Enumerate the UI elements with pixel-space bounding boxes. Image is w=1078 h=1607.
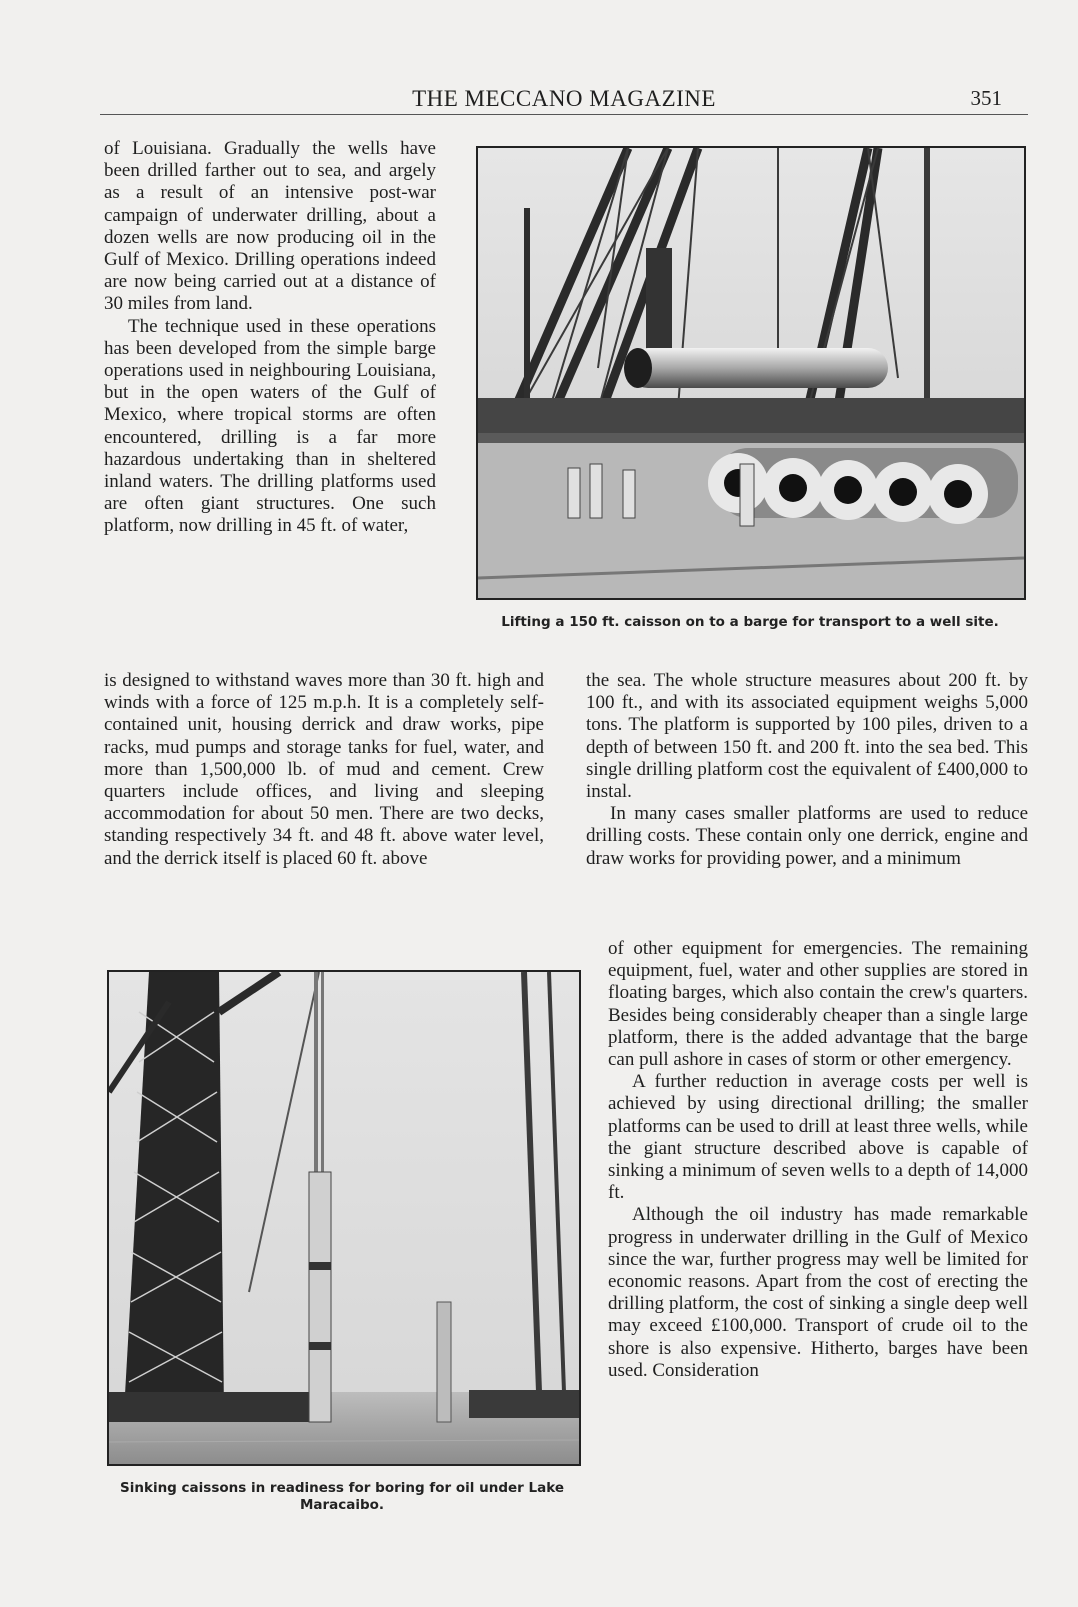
paragraph: the sea. The whole structure measures about 200 ft. by 100 ft., and with its associated equipment weighs 5,000 tons. The platform is supported by 100 piles, driven to a depth of between 150 ft. and 200 ft. into the sea bed. This single drilling platform cost the equivalent of £400,000 to instal. <box>586 670 1028 803</box>
caisson-lifting-photo <box>476 146 1026 600</box>
article-column-bottom-right <box>608 938 1028 1382</box>
paragraph: In many cases smaller platforms are used to reduce drilling costs. These contain only one derrick, engine and draw works for providing power, and a minimum <box>586 803 1028 869</box>
lake-caissons-illustration <box>109 972 579 1464</box>
paragraph: A further reduction in average costs per well is achieved by using directional drilling; the smaller platforms can be used to drill at least three wells, while the giant structure described above is capable of sinking a minimum of seven wells to a depth of 14,000 ft. <box>608 1071 1028 1204</box>
paragraph: is designed to withstand waves more than 30 ft. high and winds with a force of 125 m.p.h. It is a completely self-contained unit, housing derrick and draw works, pipe racks, mud pumps and storage tanks for fuel, water, and more than 1,500,000 lb. of mud and cement. Crew quarters include offices, and living and sleeping accommodation for about 50 men. There are two decks, standing respectively 34 ft. and 48 ft. above water level, and the derrick itself is placed 60 ft. above <box>104 670 544 869</box>
bottom-photo-caption: Sinking caissons in readiness for boring for oil under Lake Maracaibo. <box>120 1480 564 1513</box>
paragraph: Although the oil industry has made remarkable progress in underwater drilling in the Gulf of Mexico since the war, further progress may well be limited for economic reasons. Apart from the cost of erecting the drilling platform, the cost of sinking a single deep well may exceed £100,000. Transport of crude oil to the shore is also expensive. Hitherto, barges have been used. Consideration <box>608 1204 1028 1381</box>
paragraph: The technique used in these operations has been developed from the simple barge operations used in neighbouring Louisiana, but in the open waters of the Gulf of Mexico, where tropical storms are often encountered, drilling is a far more hazardous undertaking than in sheltered inland waters. The drilling platforms used are often giant structures. One such platform, now drilling in 45 ft. of water, <box>104 315 436 537</box>
lake-caissons-photo <box>107 970 581 1466</box>
page-number: 351 <box>970 86 1002 110</box>
caisson-lifting-illustration <box>478 148 1024 598</box>
article-column-middle-right <box>586 670 1028 870</box>
paragraph: of Louisiana. Gradually the wells have been drilled farther out to sea, and argely as a result of an intensive post-war campaign of underwater drilling, about a dozen wells are now producing oil in the Gulf of Mexico. Drilling operations indeed are now being carried out at a distance of 30 miles from land. <box>104 138 436 315</box>
paragraph: of other equipment for emergencies. The remaining equipment, fuel, water and other supplies are stored in floating barges, which also contain the crew's quarters. Besides being considerably cheaper than a single large platform, there is the added advantage that the barge can pull ashore in cases of storm or other emergency. <box>608 938 1028 1071</box>
magazine-title: THE MECCANO MAGAZINE <box>412 86 716 111</box>
page-header <box>100 80 1028 115</box>
top-photo-caption: Lifting a 150 ft. caisson on to a barge for transport to a well site. <box>501 614 999 630</box>
article-column-middle-left <box>104 670 544 870</box>
article-column-top-left <box>104 138 436 538</box>
